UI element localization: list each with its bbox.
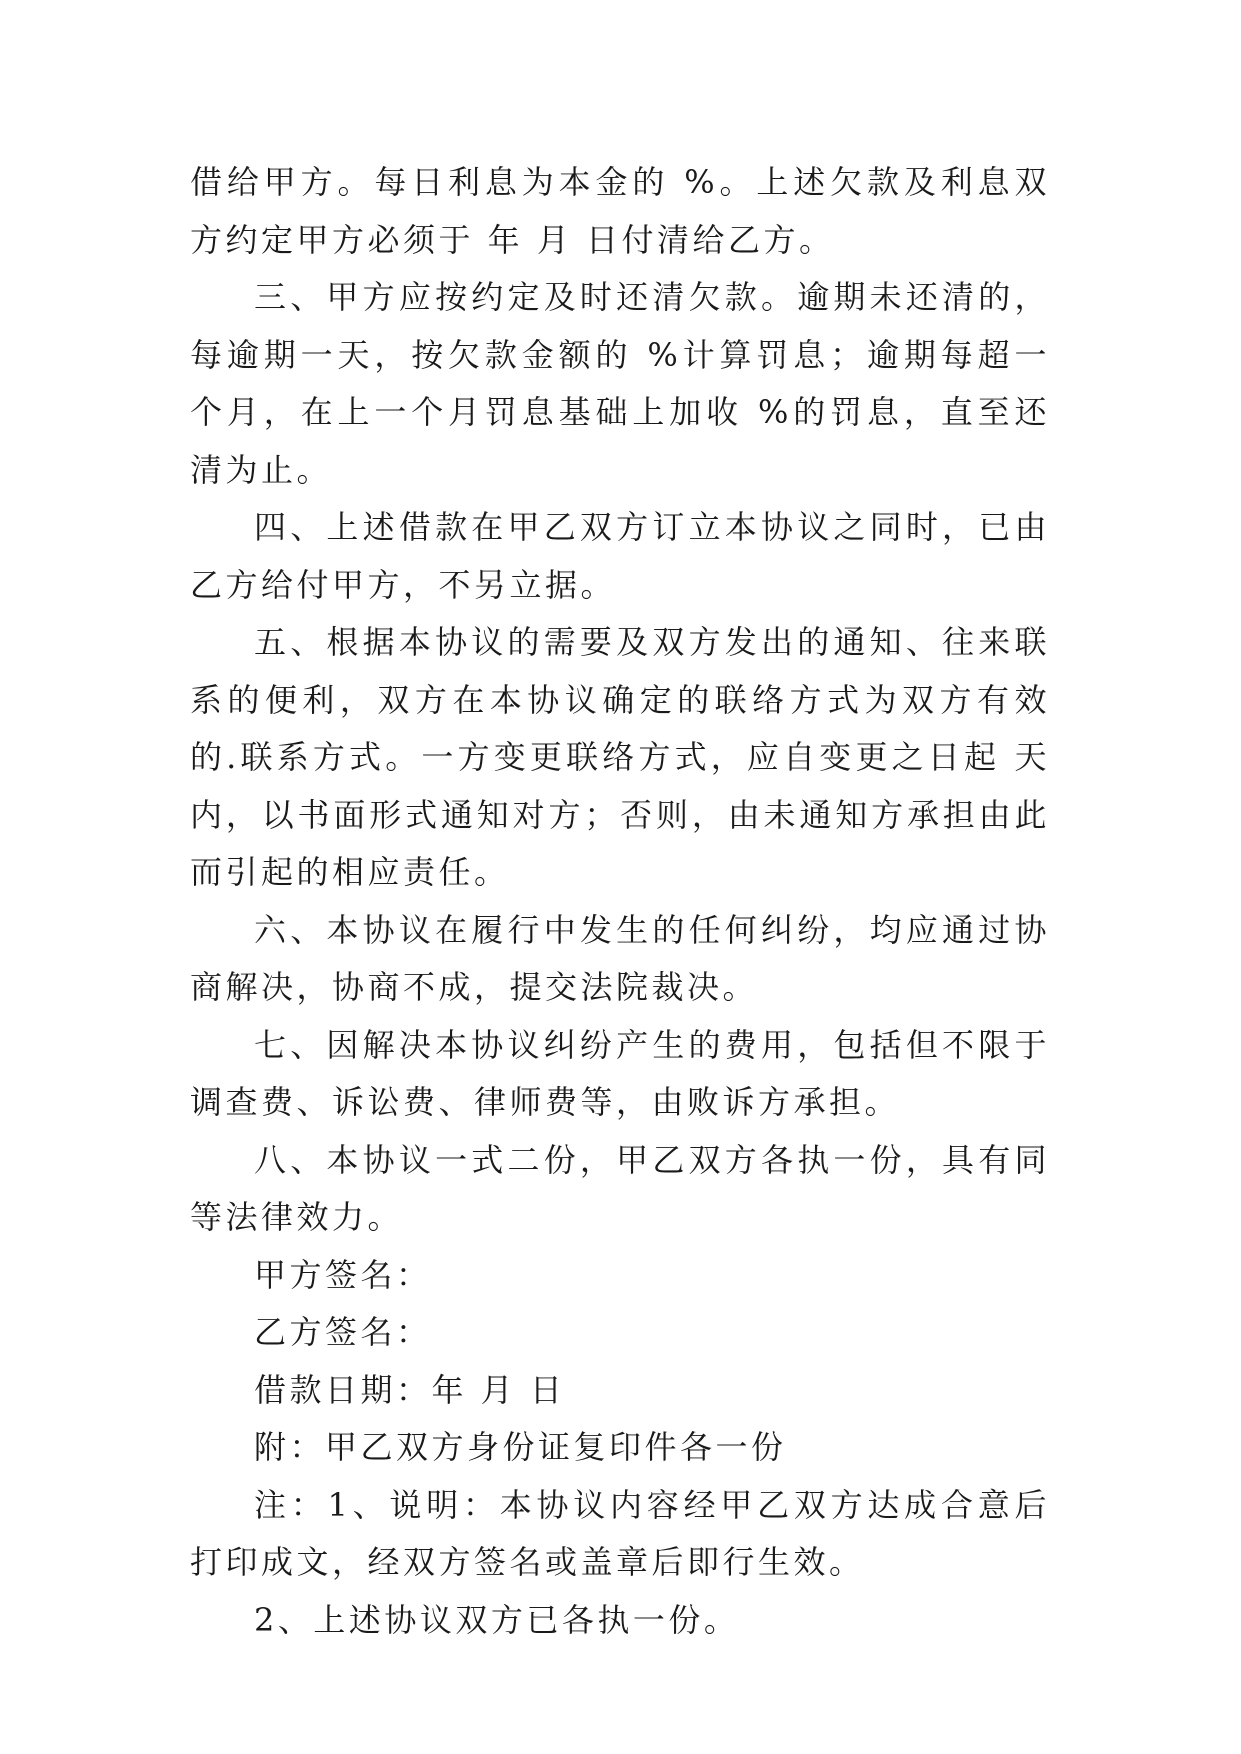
document-body [190, 154, 1050, 1649]
paragraph-clause-5: 五、根据本协议的需要及双方发出的通知、往来联系的便利，双方在本协议确定的联络方式为双方有效的.联系方式。一方变更联络方式，应自变更之日起 天内，以书面形式通知对方；否则，由未通知方承担由此而引起的相应责任。 [190, 623, 1050, 891]
paragraph-clause-7: 七、因解决本协议纠纷产生的费用，包括但不限于调查费、诉讼费、律师费等，由败诉方承担。 [190, 1025, 1050, 1121]
paragraph-clause-4: 四、上述借款在甲乙双方订立本协议之同时，已由乙方给付甲方，不另立据。 [190, 508, 1050, 604]
paragraph-clause-6: 六、本协议在履行中发生的任何纠纷，均应通过协商解决，协商不成，提交法院裁决。 [190, 910, 1050, 1006]
paragraph-clause-8: 八、本协议一式二份，甲乙双方各执一份，具有同等法律效力。 [190, 1140, 1050, 1236]
party-b-signature-line: 乙方签名： [254, 1313, 432, 1351]
note-2: 2、上述协议双方已各执一份。 [254, 1600, 740, 1639]
attachment-note: 附：甲乙双方身份证复印件各一份 [254, 1428, 787, 1466]
party-a-signature-line: 甲方签名： [254, 1255, 432, 1294]
paragraph-clause-3: 三、甲方应按约定及时还清欠款。逾期未还清的，每逾期一天，按欠款金额的 %计算罚息；逾期每超一个月，在上一个月罚息基础上加收 %的罚息，直至还清为止。 [190, 278, 1050, 489]
loan-date-line: 借款日期：年 月 日 [254, 1370, 566, 1409]
note-1: 注：1、说明：本协议内容经甲乙双方达成合意后打印成文，经双方签名或盖章后即行生效。 [190, 1485, 1050, 1581]
paragraph-loan-interest: 借给甲方。每日利息为本金的 %。上述欠款及利息双方约定甲方必须于 年 月 日付清给乙方。 [190, 163, 1050, 259]
